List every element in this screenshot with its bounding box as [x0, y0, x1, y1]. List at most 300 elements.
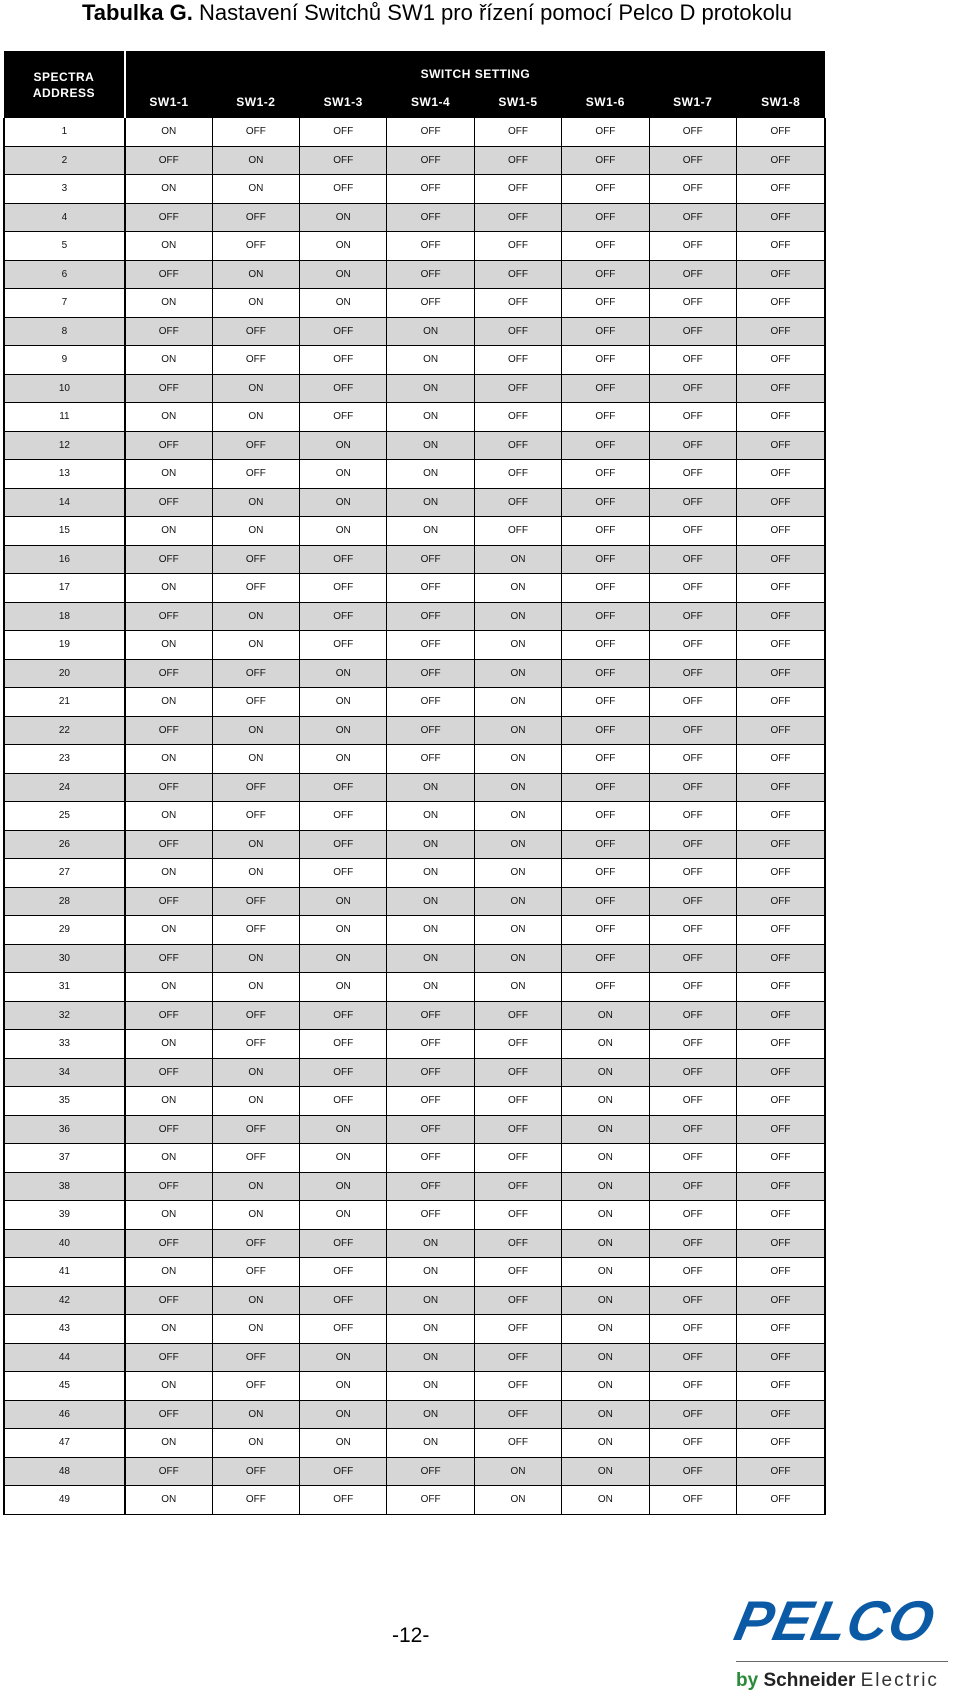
table-row — [4, 1201, 825, 1230]
switch-cell: OFF — [649, 146, 736, 175]
switch-cell: ON — [300, 460, 387, 489]
address-cell: 47 — [4, 1429, 125, 1458]
switch-cell: OFF — [474, 488, 561, 517]
table-row — [4, 1087, 825, 1116]
switch-cell: OFF — [474, 1144, 561, 1173]
address-cell: 19 — [4, 631, 125, 660]
switch-cell: OFF — [562, 203, 649, 232]
switch-cell: OFF — [474, 403, 561, 432]
switch-cell: OFF — [649, 1315, 736, 1344]
switch-cell: ON — [300, 944, 387, 973]
switch-cell: OFF — [562, 488, 649, 517]
switch-cell: OFF — [387, 232, 474, 261]
switch-cell: OFF — [300, 1315, 387, 1344]
schneider-byline — [736, 1670, 939, 1692]
switch-cell: ON — [562, 1030, 649, 1059]
switch-header-4: SW1-4 — [387, 85, 474, 118]
switch-cell: ON — [212, 374, 299, 403]
switch-cell: OFF — [474, 203, 561, 232]
switch-cell: OFF — [125, 1286, 212, 1315]
switch-cell: ON — [562, 1429, 649, 1458]
switch-cell: ON — [387, 1429, 474, 1458]
switch-cell: ON — [300, 716, 387, 745]
switch-cell: ON — [300, 260, 387, 289]
switch-cell: OFF — [387, 1172, 474, 1201]
switch-cell: OFF — [212, 317, 299, 346]
pelco-logo — [728, 1590, 956, 1696]
switch-cell: ON — [562, 1258, 649, 1287]
switch-cell: ON — [387, 374, 474, 403]
switch-cell: OFF — [212, 1258, 299, 1287]
switch-cell: OFF — [387, 716, 474, 745]
switch-cell: ON — [474, 631, 561, 660]
table-row — [4, 1001, 825, 1030]
switch-cell: OFF — [649, 688, 736, 717]
switch-cell: OFF — [212, 688, 299, 717]
switch-cell: OFF — [649, 317, 736, 346]
switch-cell: ON — [212, 260, 299, 289]
switch-cell: ON — [474, 773, 561, 802]
switch-cell: ON — [474, 802, 561, 831]
switch-cell: OFF — [736, 716, 825, 745]
switch-cell: OFF — [474, 1429, 561, 1458]
switch-cell: OFF — [736, 602, 825, 631]
switch-cell: OFF — [212, 802, 299, 831]
switch-cell: ON — [562, 1457, 649, 1486]
switch-cell: OFF — [736, 488, 825, 517]
address-cell: 45 — [4, 1372, 125, 1401]
switch-cell: ON — [562, 1087, 649, 1116]
table-row — [4, 374, 825, 403]
switch-cell: ON — [212, 716, 299, 745]
switch-cell: ON — [387, 1343, 474, 1372]
switch-cell: ON — [212, 1087, 299, 1116]
switch-cell: OFF — [474, 1172, 561, 1201]
switch-cell: OFF — [649, 203, 736, 232]
switch-cell: OFF — [562, 317, 649, 346]
switch-header-8: SW1-8 — [736, 85, 825, 118]
switch-cell: OFF — [212, 887, 299, 916]
switch-cell: OFF — [125, 1343, 212, 1372]
switch-cell: ON — [300, 1144, 387, 1173]
switch-cell: ON — [212, 859, 299, 888]
switch-cell: OFF — [736, 146, 825, 175]
switch-cell: OFF — [649, 488, 736, 517]
switch-cell: OFF — [300, 317, 387, 346]
switch-cell: OFF — [736, 1486, 825, 1515]
table-row — [4, 488, 825, 517]
switch-cell: OFF — [387, 745, 474, 774]
switch-cell: OFF — [736, 916, 825, 945]
switch-cell: OFF — [736, 175, 825, 204]
switch-cell: OFF — [474, 317, 561, 346]
switch-cell: ON — [562, 1001, 649, 1030]
switch-cell: ON — [125, 859, 212, 888]
switch-cell: OFF — [649, 431, 736, 460]
switch-cell: OFF — [649, 602, 736, 631]
address-cell: 42 — [4, 1286, 125, 1315]
switch-cell: OFF — [387, 688, 474, 717]
table-row — [4, 346, 825, 375]
switch-cell: OFF — [474, 1258, 561, 1287]
switch-cell: OFF — [474, 260, 561, 289]
address-cell: 36 — [4, 1115, 125, 1144]
table-row — [4, 830, 825, 859]
switch-cell: OFF — [562, 232, 649, 261]
switch-cell: OFF — [387, 118, 474, 146]
switch-cell: OFF — [212, 1115, 299, 1144]
switch-cell: ON — [474, 1457, 561, 1486]
switch-cell: OFF — [736, 745, 825, 774]
table-row — [4, 631, 825, 660]
switch-cell: ON — [387, 973, 474, 1002]
logo-divider — [736, 1661, 948, 1662]
switch-cell: OFF — [649, 830, 736, 859]
switch-cell: OFF — [300, 146, 387, 175]
table-row — [4, 916, 825, 945]
switch-cell: OFF — [649, 1115, 736, 1144]
switch-cell: OFF — [736, 688, 825, 717]
switch-cell: ON — [125, 574, 212, 603]
switch-cell: OFF — [736, 232, 825, 261]
switch-cell: OFF — [736, 944, 825, 973]
switch-cell: ON — [125, 175, 212, 204]
switch-cell: ON — [125, 916, 212, 945]
switch-cell: ON — [212, 973, 299, 1002]
switch-cell: ON — [474, 887, 561, 916]
table-row — [4, 460, 825, 489]
address-cell: 13 — [4, 460, 125, 489]
switch-cell: OFF — [387, 659, 474, 688]
address-cell: 39 — [4, 1201, 125, 1230]
table-row — [4, 602, 825, 631]
address-cell: 16 — [4, 545, 125, 574]
page-number: -12- — [392, 1624, 430, 1647]
table-row — [4, 1258, 825, 1287]
switch-cell: OFF — [736, 1315, 825, 1344]
address-cell: 44 — [4, 1343, 125, 1372]
switch-cell: OFF — [562, 830, 649, 859]
title-label: Tabulka G. — [82, 0, 193, 25]
switch-cell: OFF — [736, 1030, 825, 1059]
switch-cell: ON — [125, 688, 212, 717]
switch-cell: ON — [125, 745, 212, 774]
switch-cell: ON — [125, 1315, 212, 1344]
switch-cell: OFF — [212, 232, 299, 261]
switch-cell: OFF — [562, 517, 649, 546]
switch-cell: OFF — [562, 460, 649, 489]
address-cell: 28 — [4, 887, 125, 916]
switch-cell: ON — [387, 859, 474, 888]
switch-cell: OFF — [736, 1343, 825, 1372]
switch-cell: ON — [387, 830, 474, 859]
switch-cell: ON — [474, 545, 561, 574]
switch-cell: OFF — [649, 1457, 736, 1486]
switch-cell: OFF — [736, 1058, 825, 1087]
table-row — [4, 574, 825, 603]
switch-cell: OFF — [387, 1001, 474, 1030]
switch-cell: OFF — [649, 374, 736, 403]
switch-cell: ON — [562, 1201, 649, 1230]
switch-cell: ON — [474, 574, 561, 603]
switch-cell: ON — [387, 1400, 474, 1429]
switch-cell: OFF — [562, 944, 649, 973]
table-row — [4, 431, 825, 460]
switch-cell: OFF — [649, 175, 736, 204]
switch-cell: OFF — [736, 1400, 825, 1429]
page-title — [82, 0, 792, 30]
address-cell: 5 — [4, 232, 125, 261]
switch-cell: OFF — [474, 460, 561, 489]
switch-cell: OFF — [649, 574, 736, 603]
switch-cell: OFF — [387, 289, 474, 318]
switch-cell: OFF — [736, 1429, 825, 1458]
switch-cell: ON — [387, 916, 474, 945]
address-cell: 1 — [4, 118, 125, 146]
switch-cell: OFF — [300, 1030, 387, 1059]
switch-cell: ON — [300, 1201, 387, 1230]
switch-cell: ON — [474, 745, 561, 774]
switch-cell: ON — [125, 1201, 212, 1230]
switch-cell: ON — [300, 431, 387, 460]
switch-cell: ON — [212, 146, 299, 175]
switch-cell: OFF — [736, 545, 825, 574]
switch-cell: OFF — [387, 631, 474, 660]
switch-cell: OFF — [474, 175, 561, 204]
switch-cell: ON — [125, 403, 212, 432]
switch-cell: OFF — [649, 260, 736, 289]
switch-cell: OFF — [736, 631, 825, 660]
switch-cell: OFF — [649, 346, 736, 375]
switch-cell: OFF — [562, 602, 649, 631]
switch-cell: ON — [387, 431, 474, 460]
switch-cell: OFF — [649, 517, 736, 546]
switch-cell: OFF — [562, 574, 649, 603]
switch-cell: ON — [300, 203, 387, 232]
switch-cell: OFF — [736, 289, 825, 318]
switch-cell: ON — [125, 1144, 212, 1173]
table-row — [4, 1229, 825, 1258]
switch-cell: OFF — [212, 659, 299, 688]
table-row — [4, 1058, 825, 1087]
switch-cell: ON — [212, 1201, 299, 1230]
address-cell: 33 — [4, 1030, 125, 1059]
switch-cell: OFF — [562, 146, 649, 175]
table-row — [4, 118, 825, 146]
switch-cell: OFF — [387, 175, 474, 204]
switch-cell: ON — [125, 973, 212, 1002]
switch-cell: OFF — [474, 431, 561, 460]
table-row — [4, 1372, 825, 1401]
switch-cell: OFF — [649, 1030, 736, 1059]
switch-cell: OFF — [125, 545, 212, 574]
switch-cell: OFF — [300, 631, 387, 660]
switch-cell: ON — [387, 1372, 474, 1401]
address-cell: 17 — [4, 574, 125, 603]
switch-cell: OFF — [649, 1429, 736, 1458]
switch-cell: OFF — [649, 232, 736, 261]
switch-cell: OFF — [125, 1115, 212, 1144]
switch-cell: OFF — [212, 1372, 299, 1401]
table-row — [4, 887, 825, 916]
switch-cell: OFF — [387, 203, 474, 232]
switch-cell: OFF — [649, 1258, 736, 1287]
switch-cell: OFF — [212, 1030, 299, 1059]
switch-cell: OFF — [474, 1286, 561, 1315]
switch-cell: ON — [125, 289, 212, 318]
switch-cell: ON — [562, 1343, 649, 1372]
switch-cell: OFF — [649, 118, 736, 146]
switch-cell: OFF — [562, 289, 649, 318]
switch-cell: OFF — [736, 517, 825, 546]
switch-cell: ON — [125, 517, 212, 546]
pelco-wordmark: PELCO — [729, 1589, 941, 1652]
switch-cell: ON — [300, 973, 387, 1002]
switch-cell: OFF — [387, 1115, 474, 1144]
address-cell: 9 — [4, 346, 125, 375]
switch-cell: OFF — [736, 374, 825, 403]
switch-cell: OFF — [125, 431, 212, 460]
switch-cell: OFF — [736, 1372, 825, 1401]
switch-cell: OFF — [300, 802, 387, 831]
switch-cell: OFF — [212, 574, 299, 603]
switch-cell: OFF — [649, 1001, 736, 1030]
switch-cell: ON — [387, 488, 474, 517]
switch-cell: OFF — [300, 1058, 387, 1087]
switch-cell: OFF — [736, 260, 825, 289]
switch-cell: OFF — [736, 659, 825, 688]
address-cell: 18 — [4, 602, 125, 631]
switch-cell: OFF — [736, 802, 825, 831]
switch-cell: OFF — [474, 146, 561, 175]
switch-cell: ON — [387, 1315, 474, 1344]
switch-cell: OFF — [125, 1400, 212, 1429]
switch-cell: OFF — [649, 916, 736, 945]
address-cell: 40 — [4, 1229, 125, 1258]
switch-cell: ON — [212, 745, 299, 774]
table-row — [4, 545, 825, 574]
switch-cell: OFF — [300, 773, 387, 802]
switch-cell: OFF — [649, 1286, 736, 1315]
switch-cell: ON — [212, 1315, 299, 1344]
switch-cell: ON — [387, 346, 474, 375]
switch-cell: ON — [125, 1087, 212, 1116]
switch-cell: ON — [300, 1372, 387, 1401]
switch-header-3: SW1-3 — [300, 85, 387, 118]
switch-cell: OFF — [300, 859, 387, 888]
address-cell: 20 — [4, 659, 125, 688]
address-cell: 24 — [4, 773, 125, 802]
switch-cell: ON — [212, 175, 299, 204]
switch-cell: ON — [125, 232, 212, 261]
switch-cell: OFF — [474, 118, 561, 146]
table-row — [4, 517, 825, 546]
switch-cell: OFF — [736, 1229, 825, 1258]
switch-cell: ON — [474, 859, 561, 888]
switch-cell: OFF — [649, 1058, 736, 1087]
table-row — [4, 659, 825, 688]
switch-cell: ON — [212, 403, 299, 432]
switch-cell: ON — [125, 346, 212, 375]
switch-cell: OFF — [474, 289, 561, 318]
switch-cell: OFF — [562, 403, 649, 432]
table-row — [4, 802, 825, 831]
switch-cell: OFF — [125, 887, 212, 916]
switch-cell: OFF — [649, 944, 736, 973]
switch-cell: OFF — [736, 1258, 825, 1287]
address-header: SPECTRA ADDRESS — [4, 51, 125, 118]
table-row — [4, 688, 825, 717]
address-cell: 34 — [4, 1058, 125, 1087]
switch-cell: OFF — [474, 1201, 561, 1230]
switch-header-1: SW1-1 — [125, 85, 212, 118]
table-row — [4, 1144, 825, 1173]
byline-schneider: Schneider — [763, 1670, 856, 1691]
address-cell: 31 — [4, 973, 125, 1002]
switch-cell: ON — [125, 1429, 212, 1458]
switch-cell: OFF — [736, 1457, 825, 1486]
switch-cell: OFF — [562, 659, 649, 688]
table-row — [4, 260, 825, 289]
switch-cell: OFF — [474, 1001, 561, 1030]
switch-cell: OFF — [474, 1400, 561, 1429]
switch-cell: OFF — [300, 346, 387, 375]
title-text: Nastavení Switchů SW1 pro řízení pomocí Pelco D protokolu — [192, 0, 792, 25]
switch-cell: ON — [300, 659, 387, 688]
switch-cell: ON — [300, 1429, 387, 1458]
table-row — [4, 1172, 825, 1201]
switch-cell: OFF — [125, 830, 212, 859]
table-row — [4, 973, 825, 1002]
switch-cell: OFF — [562, 431, 649, 460]
switch-cell: OFF — [474, 517, 561, 546]
byline-electric: Electric — [860, 1670, 939, 1691]
switch-cell: ON — [474, 602, 561, 631]
switch-cell: OFF — [125, 1172, 212, 1201]
switch-cell: ON — [474, 716, 561, 745]
switch-cell: ON — [562, 1486, 649, 1515]
switch-cell: ON — [562, 1286, 649, 1315]
switch-cell: OFF — [387, 260, 474, 289]
switch-cell: OFF — [562, 260, 649, 289]
table-row — [4, 1030, 825, 1059]
switch-cell: OFF — [562, 346, 649, 375]
switch-cell: OFF — [300, 1486, 387, 1515]
table-row — [4, 1315, 825, 1344]
switch-cell: OFF — [300, 1087, 387, 1116]
table-row — [4, 317, 825, 346]
switch-cell: ON — [387, 317, 474, 346]
address-cell: 26 — [4, 830, 125, 859]
switch-cell: OFF — [474, 374, 561, 403]
switch-cell: OFF — [562, 745, 649, 774]
switch-cell: OFF — [387, 1144, 474, 1173]
switch-cell: OFF — [125, 1058, 212, 1087]
address-cell: 10 — [4, 374, 125, 403]
switch-cell: OFF — [212, 1144, 299, 1173]
switch-cell: OFF — [387, 1457, 474, 1486]
switch-cell: ON — [387, 944, 474, 973]
switch-cell: OFF — [562, 859, 649, 888]
switch-cell: OFF — [649, 1343, 736, 1372]
switch-cell: ON — [387, 1229, 474, 1258]
switch-cell: OFF — [387, 1058, 474, 1087]
switch-cell: OFF — [736, 973, 825, 1002]
switch-cell: OFF — [649, 1372, 736, 1401]
switch-cell: ON — [387, 460, 474, 489]
switch-cell: ON — [562, 1372, 649, 1401]
switch-cell: OFF — [125, 374, 212, 403]
